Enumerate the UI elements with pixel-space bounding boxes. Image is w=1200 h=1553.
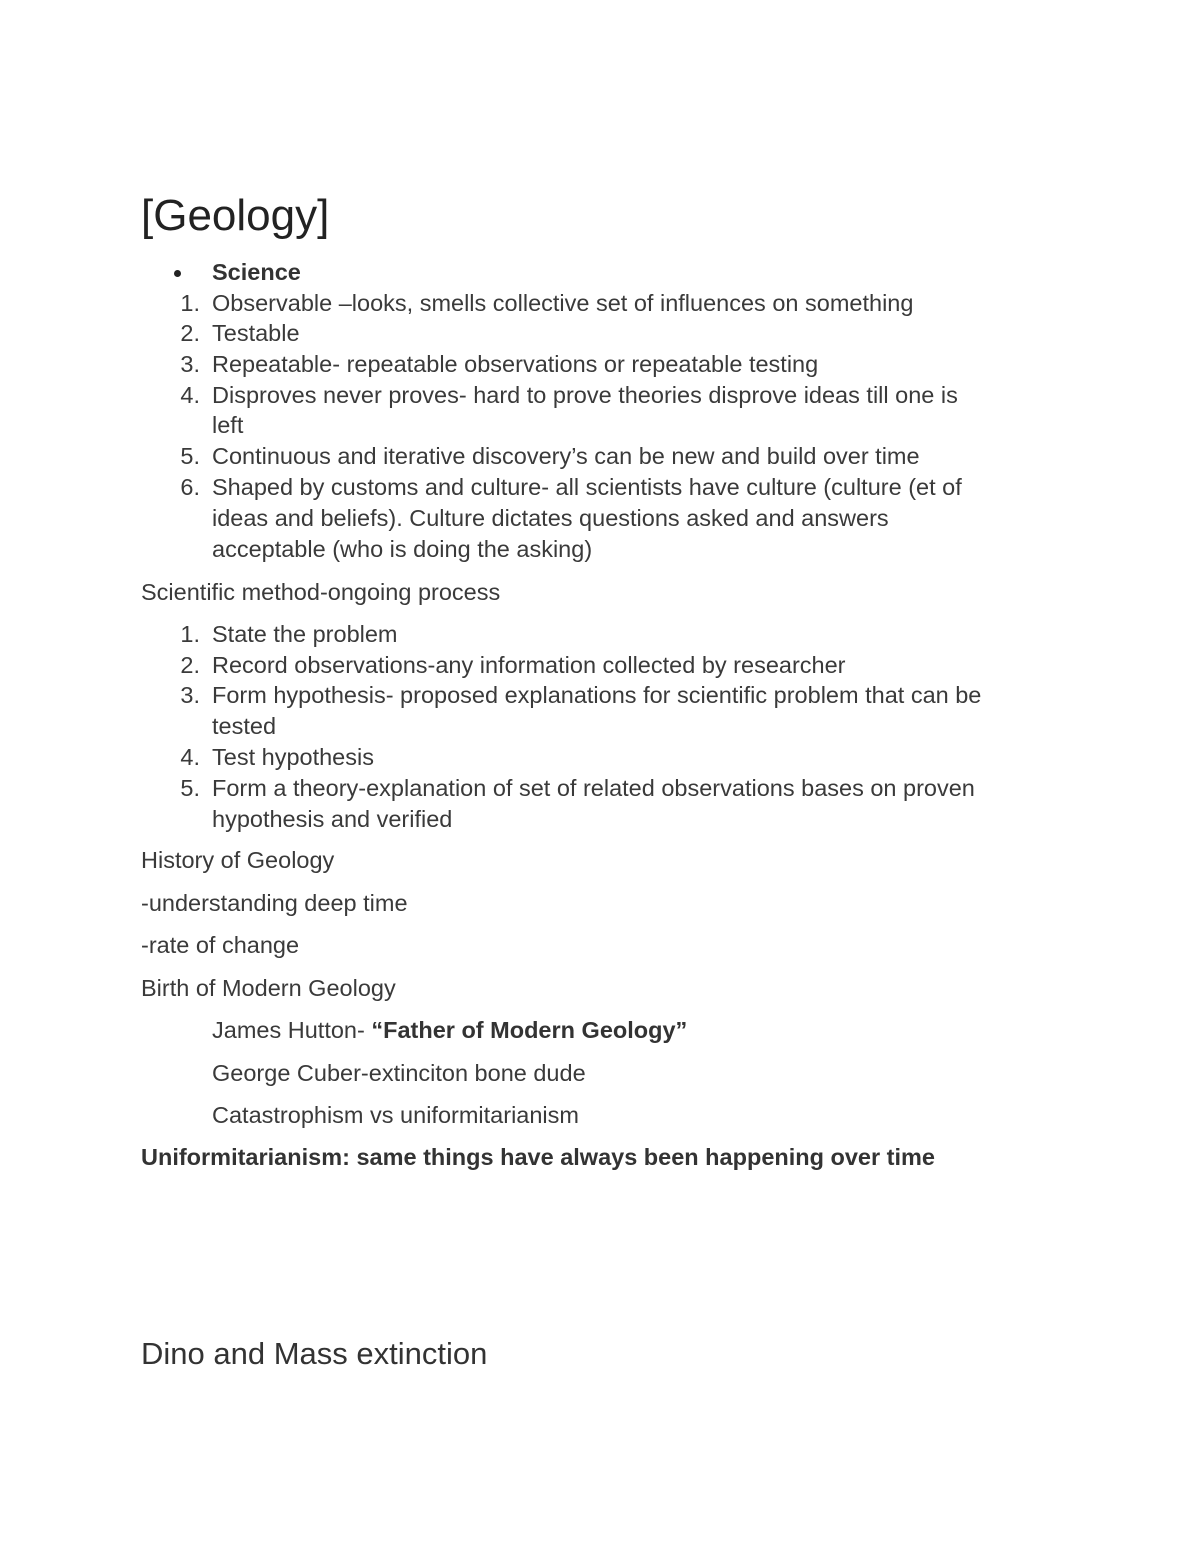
list-item-line: Form hypothesis- proposed explanations for scientific problem that can be [212,682,982,708]
list-item-line: Observable –looks, smells collective set of influences on something [212,290,914,316]
list-item-line: State the problem [212,621,398,647]
page-title: [Geology] [141,191,330,240]
cuber-line: George Cuber-extinciton bone dude [212,1060,586,1086]
list-number: 5. [180,775,200,801]
list-item-line: Repeatable- repeatable observations or repeatable testing [212,351,819,377]
list-number: 1. [180,290,200,316]
hutton-name: James Hutton- [212,1017,372,1043]
list-number: 2. [180,652,200,678]
list-number: 5. [180,443,200,469]
list-number: 6. [180,474,200,500]
catastrophism-line: Catastrophism vs uniformitarianism [212,1102,579,1128]
list-number: 2. [180,320,200,346]
list-item-line: Disproves never proves- hard to prove theories disprove ideas till one is [212,382,958,408]
method-heading: Scientific method-ongoing process [141,579,501,605]
history-heading: History of Geology [141,847,335,873]
list-number: 4. [180,744,200,770]
section-heading: Dino and Mass extinction [141,1336,488,1371]
list-number: 1. [180,621,200,647]
science-heading: Science [212,259,301,285]
uniformitarianism-definition: Uniformitarianism: same things have always been happening over time [141,1144,935,1170]
list-item-line: Record observations-any information collected by researcher [212,652,846,678]
list-number: 4. [180,382,200,408]
bullet-dot [174,270,181,277]
list-item-line: hypothesis and verified [212,806,453,832]
list-item-line: Test hypothesis [212,744,374,770]
list-item-line: tested [212,713,277,739]
list-item-line: left [212,412,244,438]
list-item-line: ideas and beliefs). Culture dictates questions asked and answers [212,505,889,531]
list-item-line: Shaped by customs and culture- all scientists have culture (culture (et of [212,474,962,500]
hutton-line [212,1015,687,1046]
history-line: -rate of change [141,932,300,958]
list-item-line: acceptable (who is doing the asking) [212,536,593,562]
list-number: 3. [180,682,200,708]
list-item-line: Form a theory-explanation of set of related observations bases on proven [212,775,975,801]
birth-heading: Birth of Modern Geology [141,975,396,1001]
hutton-quote: “Father of Modern Geology” [371,1017,688,1043]
list-item-line: Testable [212,320,300,346]
history-line: -understanding deep time [141,890,408,916]
list-item-line: Continuous and iterative discovery’s can be new and build over time [212,443,920,469]
list-number: 3. [180,351,200,377]
